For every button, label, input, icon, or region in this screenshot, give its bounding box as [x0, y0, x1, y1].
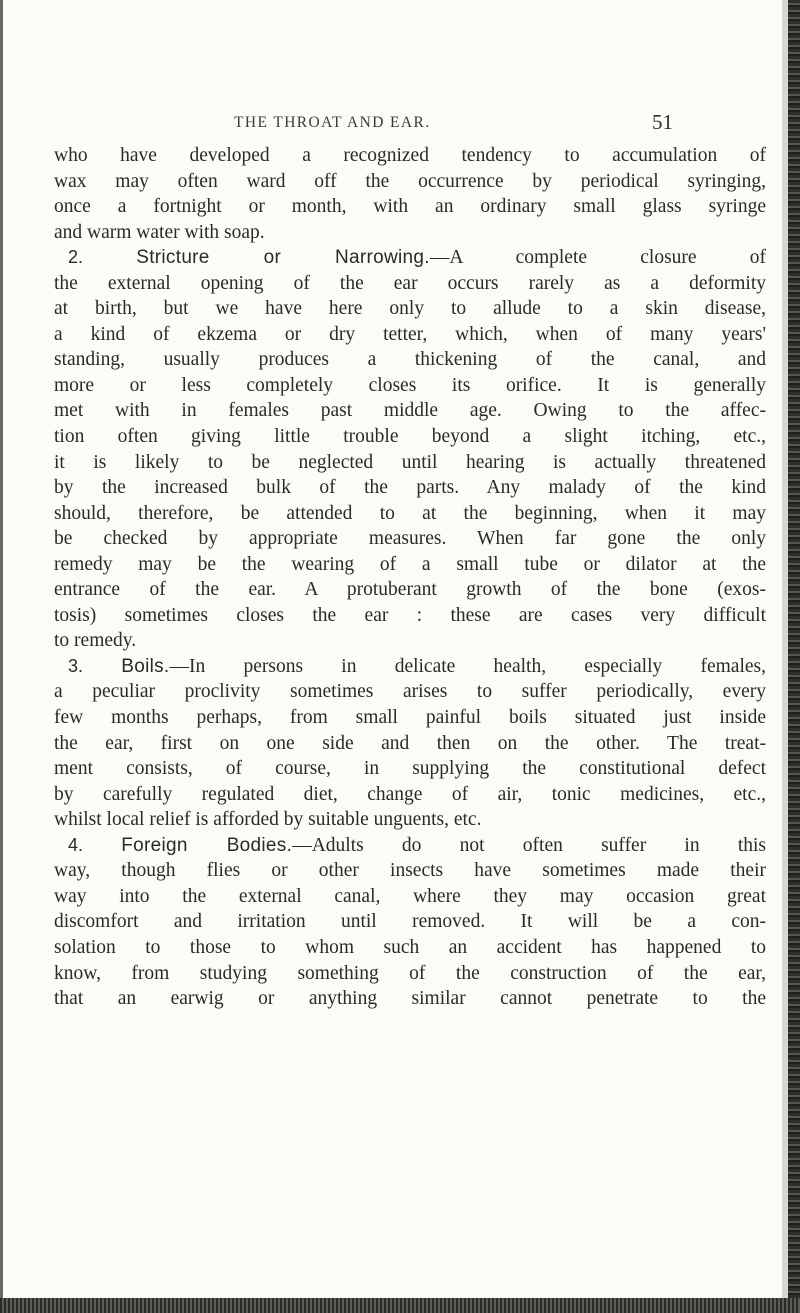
text-line: discomfort and irritation until removed. It will be a con- — [54, 911, 766, 933]
page-edge-left — [0, 0, 3, 1313]
text-line: know, from studying something of the construction of the ear, — [54, 962, 766, 984]
section-heading-line: 3. Boils.—In persons in delicate health, especially females, — [68, 655, 766, 677]
text-line: way into the external canal, where they may occasion great — [54, 885, 766, 907]
text-line: once a fortnight or month, with an ordinary small glass syringe — [54, 196, 766, 218]
section-title: Boils. — [121, 655, 170, 677]
page-edge-right — [782, 0, 800, 1313]
text-line: to remedy. — [54, 630, 137, 652]
text-line: tion often giving little trouble beyond a slight itching, etc., — [54, 426, 766, 448]
section-heading-line: 2. Stricture or Narrowing.—A complete closure of — [68, 247, 767, 269]
text-line: way, though flies or other insects have sometimes made their — [54, 860, 766, 882]
text-line: who have developed a recognized tendency to accumulation of — [54, 145, 766, 166]
text-line: entrance of the ear. A protuberant growth of the bone (exos- — [54, 579, 766, 601]
text-line: tosis) sometimes closes the ear : these are cases very difficult — [54, 604, 766, 626]
text-line: it is likely to be neglected until hearing is actually threatened — [54, 451, 766, 473]
text-line: the external opening of the ear occurs rarely as a deformity — [54, 272, 766, 294]
text-line: a kind of ekzema or dry tetter, which, when of many years' — [54, 323, 766, 345]
text-line: more or less completely closes its orifice. It is generally — [54, 374, 766, 396]
text-line: by the increased bulk of the parts. Any malady of the kind — [54, 477, 766, 499]
text-line: the ear, first on one side and then on the other. The treat- — [54, 732, 766, 754]
page-edge-bottom — [0, 1298, 800, 1313]
section-number: 2. — [68, 247, 84, 268]
text-line: remedy may be the wearing of a small tube or dilator at the — [54, 553, 766, 575]
text-line: solation to those to whom such an accident has happened to — [54, 936, 766, 958]
section-number: 3. — [68, 655, 84, 676]
text-line: a peculiar proclivity sometimes arises to suffer periodically, every — [54, 681, 766, 703]
text-line: wax may often ward off the occurrence by periodical syringing, — [54, 170, 766, 192]
section-title: Foreign Bodies. — [121, 834, 293, 856]
text-line: standing, usually produces a thickening of the canal, and — [54, 349, 766, 371]
text-line: ment consists, of course, in supplying the constitutional defect — [54, 758, 766, 780]
text-line: and warm water with soap. — [54, 221, 265, 243]
text-line: met with in females past middle age. Owing to the affec- — [54, 400, 766, 422]
running-title: THE THROAT AND EAR. — [234, 114, 431, 131]
section-title: Stricture or Narrowing. — [136, 247, 430, 269]
body-text — [54, 143, 766, 1012]
text-line: be checked by appropriate measures. When far gone the only — [54, 528, 766, 550]
text-line: at birth, but we have here only to allude to a skin disease, — [54, 298, 766, 320]
section-heading-line: 4. Foreign Bodies.—Adults do not often suffer in this — [68, 834, 767, 856]
section-number: 4. — [68, 834, 84, 855]
running-head — [0, 110, 782, 140]
text-line: should, therefore, be attended to at the beginning, when it may — [54, 502, 766, 524]
text-line: that an earwig or anything similar cannot penetrate to the — [54, 988, 766, 1010]
text-line: few months perhaps, from small painful boils situated just inside — [54, 707, 766, 729]
text-line: by carefully regulated diet, change of air, tonic medicines, etc., — [54, 783, 766, 805]
text-line: whilst local relief is afforded by suitable unguents, etc. — [54, 809, 482, 831]
page-number: 51 — [652, 110, 673, 134]
